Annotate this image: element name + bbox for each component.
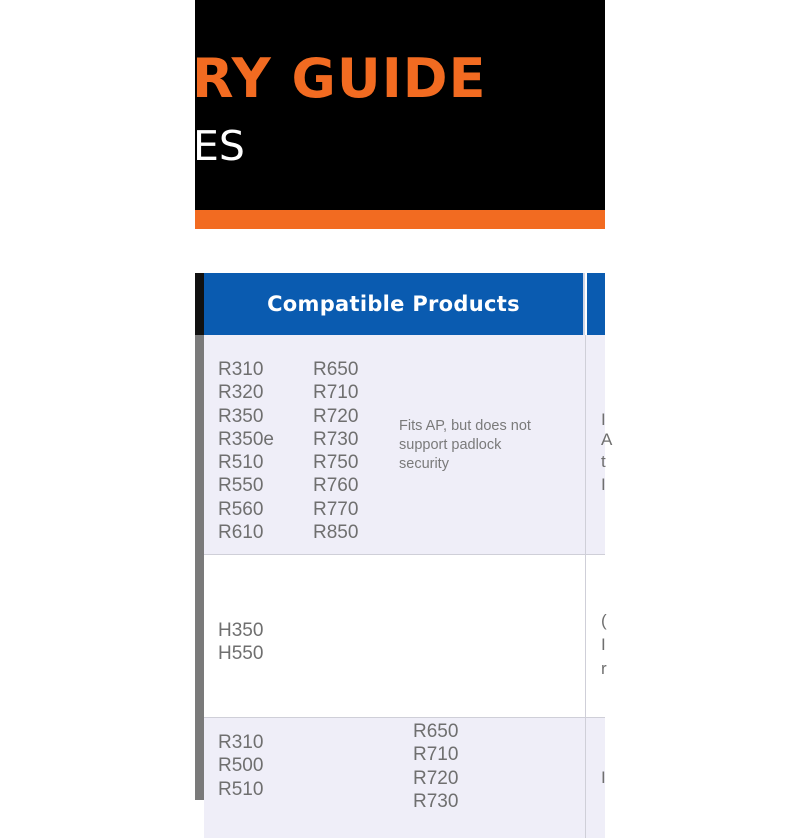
banner-subtitle: ES (193, 122, 245, 170)
orange-accent-stripe (195, 210, 605, 229)
model-name: R610 (218, 522, 264, 544)
model-name: R350e (218, 428, 274, 450)
model-name: R720 (313, 405, 359, 427)
cell-divider (585, 718, 586, 838)
table-row (204, 718, 605, 838)
model-name: R770 (313, 498, 359, 520)
model-list-left (218, 619, 263, 666)
model-name: H550 (218, 643, 264, 665)
next-column-text-fragment: I (601, 475, 606, 494)
model-list-left (218, 731, 263, 801)
previous-column-header-edge (195, 273, 204, 335)
model-name: R310 (218, 732, 264, 753)
model-list-right (313, 358, 358, 544)
model-name: R550 (218, 475, 264, 497)
document-crop (192, 0, 613, 812)
model-name: R510 (218, 452, 264, 474)
model-name: H350 (218, 620, 264, 641)
cell-divider (585, 555, 586, 717)
model-name: R750 (313, 452, 359, 474)
model-name: R720 (413, 767, 459, 789)
model-name: R310 (218, 359, 264, 380)
model-name: R320 (218, 382, 264, 404)
model-name: R760 (313, 475, 359, 497)
banner-title: RY GUIDE (192, 47, 487, 110)
model-name: R730 (413, 790, 459, 812)
compatibility-table (195, 273, 613, 812)
model-name: R350 (218, 405, 264, 427)
previous-column-edge (195, 335, 204, 800)
model-name: R650 (313, 359, 359, 380)
model-name: R560 (218, 498, 264, 520)
next-column-text-fragment: I (601, 635, 606, 654)
compatible-products-header (204, 273, 585, 335)
next-column-text-fragment: ( (601, 611, 607, 630)
table-row (204, 335, 613, 555)
compatibility-note: Fits AP, but does not support padlock security (399, 418, 531, 472)
cell-divider (585, 335, 586, 554)
next-column-text-fragment: I (601, 410, 606, 429)
model-list-right (413, 720, 458, 813)
model-name: R710 (313, 382, 359, 404)
title-banner (192, 0, 605, 210)
model-name: R510 (218, 778, 264, 800)
next-column-text-fragment: r (601, 659, 607, 678)
model-name: R650 (413, 721, 459, 742)
model-name: R710 (413, 744, 459, 766)
next-column-text-fragment: A (601, 430, 613, 449)
model-name: R850 (313, 522, 359, 544)
next-column-header-edge (587, 273, 605, 335)
next-column-text-fragment: t (601, 452, 606, 471)
model-name: R730 (313, 428, 359, 450)
next-column-text-fragment: I (601, 768, 606, 787)
model-name: R500 (218, 755, 264, 777)
table-row (204, 555, 605, 718)
model-list-left (218, 358, 274, 544)
compatible-products-header-label: Compatible Products (267, 292, 520, 316)
